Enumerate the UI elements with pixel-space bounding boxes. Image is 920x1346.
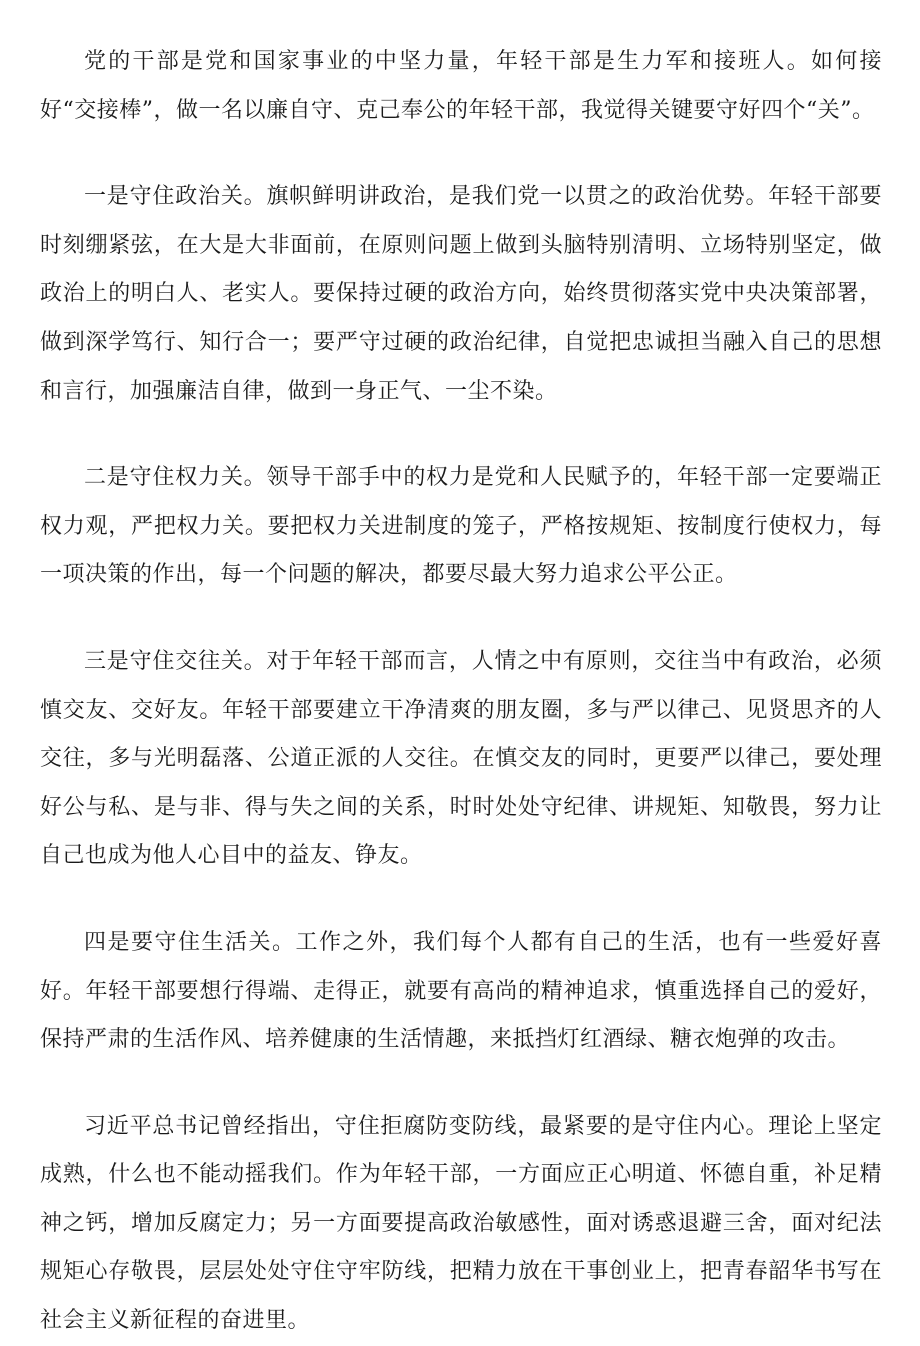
paragraph-political-pass: 一是守住政治关。旗帜鲜明讲政治，是我们党一以贯之的政治优势。年轻干部要时刻绷紧弦，在大是大非面前，在原则问题上做到头脑特别清明、立场特别坚定，做政治上的明白人、老实人。要保持过硬的政治方向，始终贯彻落实党中央决策部署，做到深学笃行、知行合一；要严守过硬的政治纪律，自觉把忠诚担当融入自己的思想和言行，加强廉洁自律，做到一身正气、一尘不染。	[40, 184, 882, 404]
paragraph-social-pass: 三是守住交往关。对于年轻干部而言，人情之中有原则，交往当中有政治，必须慎交友、交好友。年轻干部要建立干净清爽的朋友圈，多与严以律己、见贤思齐的人交往，多与光明磊落、公道正派的人交往。在慎交友的同时，更要严以律己，要处理好公与私、是与非、得与失之间的关系，时时处处守纪律、讲规矩、知敬畏，努力让自己也成为他人心目中的益友、铮友。	[40, 648, 882, 869]
paragraph-conclusion: 习近平总书记曾经指出，守住拒腐防变防线，最紧要的是守住内心。理论上坚定成熟，什么也不能动摇我们。作为年轻干部，一方面应正心明道、怀德自重，补足精神之钙，增加反腐定力；另一方面要提高政治敏感性，面对诱惑退避三舍，面对纪法规矩心存敬畏，层层处处守住守牢防线，把精力放在干事创业上，把青春韶华书写在社会主义新征程的奋进里。	[40, 1113, 882, 1334]
paragraph-power-pass: 二是守住权力关。领导干部手中的权力是党和人民赋予的，年轻干部一定要端正权力观，严把权力关。要把权力关进制度的笼子，严格按规矩、按制度行使权力，每一项决策的作出，每一个问题的解决，都要尽最大努力追求公平公正。	[40, 465, 882, 588]
paragraph-intro: 党的干部是党和国家事业的中坚力量，年轻干部是生力军和接班人。如何接好“交接棒”，做一名以廉自守、克己奉公的年轻干部，我觉得关键要守好四个“关”。	[40, 49, 882, 123]
paragraph-life-pass: 四是要守住生活关。工作之外，我们每个人都有自己的生活，也有一些爱好喜好。年轻干部要想行得端、走得正，就要有高尚的精神追求，慎重选择自己的爱好，保持严肃的生活作风、培养健康的生活情趣，来抵挡灯红酒绿、糖衣炮弹的攻击。	[40, 929, 882, 1053]
